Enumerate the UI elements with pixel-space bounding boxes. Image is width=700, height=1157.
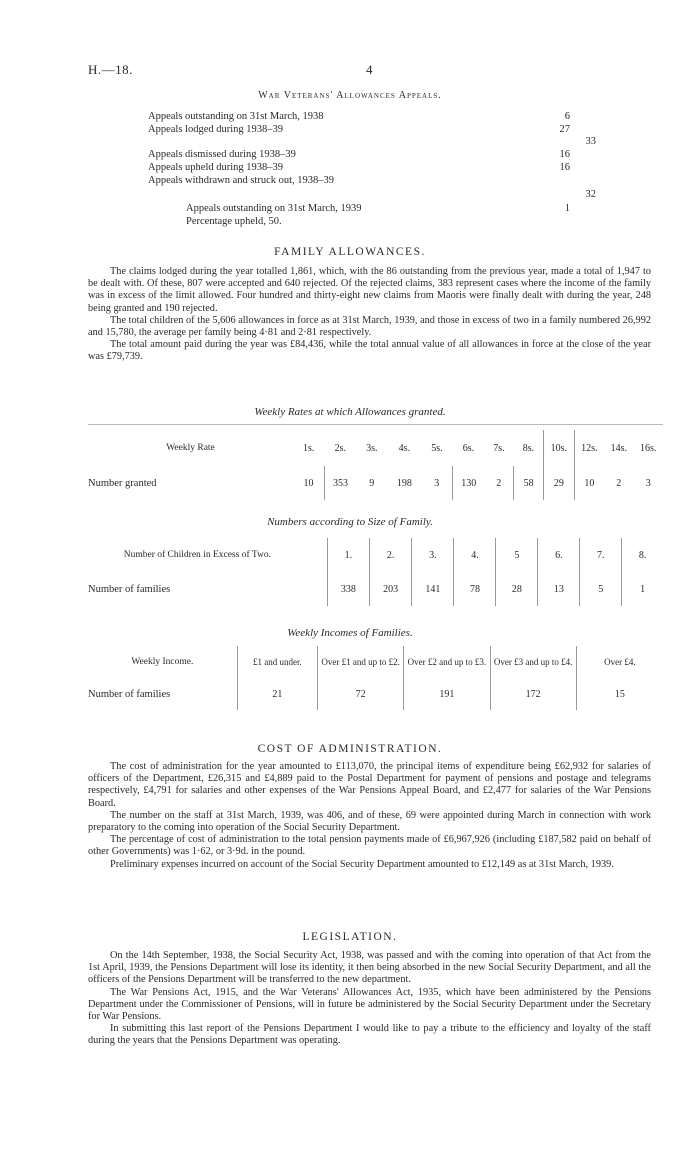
- appeal-row: Appeals upheld during 1938–39: [148, 162, 284, 173]
- rate-value: 29: [544, 466, 574, 500]
- percentage-upheld: Percentage upheld, 50.: [186, 216, 282, 227]
- rate-value: 2: [616, 477, 622, 489]
- number-families-label: Number of families: [88, 583, 171, 595]
- rate-header: 7s.: [493, 442, 505, 454]
- appeals-outstanding-label: Appeals outstanding on 31st March, 1939: [186, 203, 362, 214]
- appeals-title: War Veterans' Allowances Appeals.: [258, 90, 442, 101]
- appeal-value: 16: [559, 149, 570, 160]
- size-value: 338: [327, 572, 369, 606]
- rate-value: 198: [396, 477, 412, 489]
- size-header: 5: [496, 538, 538, 572]
- income-band-header: Over £2 and up to £3.: [404, 646, 490, 678]
- rate-value: 3: [434, 477, 440, 489]
- cost-admin-text: [88, 761, 651, 871]
- rate-header: 4s.: [398, 442, 411, 454]
- weekly-incomes-title: Weekly Incomes of Families.: [287, 627, 413, 639]
- size-header: 4.: [454, 538, 496, 572]
- weekly-rates-table: [88, 430, 663, 500]
- appeal-value: 27: [559, 124, 570, 135]
- size-value: 141: [412, 572, 454, 606]
- rate-value: 10: [574, 466, 604, 500]
- legislation-text: [88, 950, 651, 1048]
- appeal-row: Appeals outstanding on 31st March, 1938: [148, 111, 324, 122]
- income-band-header: Over £1 and up to £2.: [318, 646, 404, 678]
- income-band-header: £1 and under.: [237, 646, 317, 678]
- rate-value: 130: [453, 466, 485, 500]
- size-header: 1.: [327, 538, 369, 572]
- appeal-subtotal: 32: [585, 189, 596, 200]
- rate-header: 8s.: [522, 442, 535, 454]
- rate-value: 58: [514, 466, 544, 500]
- page-reference: H.—18.: [88, 62, 133, 77]
- appeal-value: 16: [559, 162, 570, 173]
- family-size-table: [88, 538, 663, 606]
- appeal-row: Appeals dismissed during 1938–39: [148, 149, 296, 160]
- appeal-subtotal: 33: [585, 136, 596, 147]
- paragraph: The total children of the 5,606 allowances in force as at 31st March, 1939, and those in excess of two in a family numbered 26,992 and 15,780, the average per family being 4·81 and 2·81 respectively.: [88, 314, 651, 339]
- paragraph: On the 14th September, 1938, the Social Security Act, 1938, was passed and with the coming into operation of that Act from the 1st April, 1939, the Pensions Department will lose its identity, it then being absorbed in the new Social Security Department, and all the officers of the Pensions Department will be transferred to the new department.: [88, 950, 651, 986]
- rate-header: 14s.: [610, 442, 627, 454]
- income-band-header: Over £4.: [576, 646, 663, 678]
- number-families-label: Number of families: [88, 688, 171, 700]
- table-rule: [88, 424, 663, 425]
- paragraph: The cost of administration for the year amounted to £113,070, the principal items of expenditure being £62,932 for salaries of officers of the Department, £26,315 and £4,889 paid to the Postal Department for payment of pensions and postage and telegrams respectively, £4,791 for salaries and other expenses of the War Pensions Appeal Board, and £2,477 for salaries of the War Pensions Board.: [88, 761, 651, 809]
- rate-header: 2s.: [334, 442, 346, 454]
- paragraph: The claims lodged during the year totalled 1,861, which, with the 86 outstanding from the previous year, made a total of 1,947 to be dealt with. Of these, 807 were accepted and 640 rejected. Of the rejected claims, 383 represent cases where the income of the family was in excess of the limit allowed. Four hundred and thirty-eight new claims from Maoris were finally dealt with during the year, 248 being granted and 190 rejected.: [88, 266, 651, 314]
- appeals-outstanding-value: 1: [564, 203, 570, 214]
- size-value: 28: [496, 572, 538, 606]
- rate-header: 16s.: [640, 442, 657, 454]
- rate-header: 10s.: [544, 430, 574, 466]
- rate-value: 9: [369, 477, 375, 489]
- rate-header: 6s.: [462, 442, 475, 454]
- paragraph: The number on the staff at 31st March, 1939, was 406, and of these, 69 were appointed during March in connection with work preparatory to the coming into operation of the Social Security Department.: [88, 809, 651, 834]
- family-allowances-text: [88, 266, 651, 364]
- rate-header: 5s.: [431, 442, 443, 454]
- size-value: 13: [538, 572, 580, 606]
- size-header: 6.: [538, 538, 580, 572]
- size-value: 78: [454, 572, 496, 606]
- children-excess-header: Number of Children in Excess of Two.: [123, 549, 271, 560]
- size-header: 2.: [369, 538, 411, 572]
- legislation-heading: LEGISLATION.: [302, 931, 398, 943]
- size-value: 203: [369, 572, 411, 606]
- income-value: 191: [404, 678, 490, 710]
- size-value: 5: [580, 572, 622, 606]
- rate-value: 10: [303, 477, 314, 489]
- income-value: 72: [318, 678, 404, 710]
- appeal-row: Appeals lodged during 1938–39: [148, 124, 284, 135]
- paragraph: Preliminary expenses incurred on account of the Social Security Department amounted to £12,149 as at 31st March, 1939.: [110, 858, 614, 870]
- paragraph: The War Pensions Act, 1915, and the War Veterans' Allowances Act, 1935, which have been administered by the Pensions Department under the Commissioner of Pensions, will in future be administered by the Social Security Department under the Secretary for War Pensions.: [88, 986, 651, 1023]
- weekly-rate-header: Weekly Rate: [166, 443, 215, 453]
- rate-value: 3: [645, 477, 651, 489]
- income-band-header: Over £3 and up to £4.: [490, 646, 576, 678]
- size-header: 7.: [580, 538, 622, 572]
- appeal-row: Appeals withdrawn and struck out, 1938–39: [148, 175, 335, 186]
- page-number: 4: [366, 62, 373, 77]
- paragraph: The percentage of cost of administration to the total pension payments made of £6,967,926 (including £187,582 paid on behalf of other Governments) was 1·62, or 3·9d. in the pound.: [88, 834, 651, 858]
- rate-value: 2: [496, 477, 502, 489]
- rate-header: 1s.: [303, 442, 315, 454]
- rate-value: 353: [325, 466, 357, 500]
- income-value: 172: [490, 678, 576, 710]
- rate-header: 12s.: [574, 430, 604, 466]
- cost-admin-heading: COST OF ADMINISTRATION.: [257, 743, 443, 755]
- weekly-incomes-table: [88, 646, 663, 710]
- size-header: 3.: [412, 538, 454, 572]
- family-allowances-heading: FAMILY ALLOWANCES.: [274, 246, 426, 258]
- number-granted-label: Number granted: [88, 477, 157, 489]
- paragraph: In submitting this last report of the Pensions Department I would like to pay a tribute to the efficiency and loyalty of the staff during the years that the Pensions Department was operating.: [88, 1023, 651, 1047]
- paragraph: The total amount paid during the year was £84,436, while the total annual value of all allowances in force at the close of the year was £79,739.: [88, 339, 651, 363]
- rate-header: 3s.: [366, 442, 378, 454]
- size-value: 1: [622, 572, 663, 606]
- income-value: 15: [576, 678, 663, 710]
- weekly-income-header: Weekly Income.: [131, 657, 194, 667]
- size-header: 8.: [622, 538, 663, 572]
- weekly-rates-title: Weekly Rates at which Allowances granted.: [254, 406, 446, 418]
- income-value: 21: [237, 678, 317, 710]
- appeal-value: 6: [564, 111, 570, 122]
- family-size-title: Numbers according to Size of Family.: [267, 516, 433, 528]
